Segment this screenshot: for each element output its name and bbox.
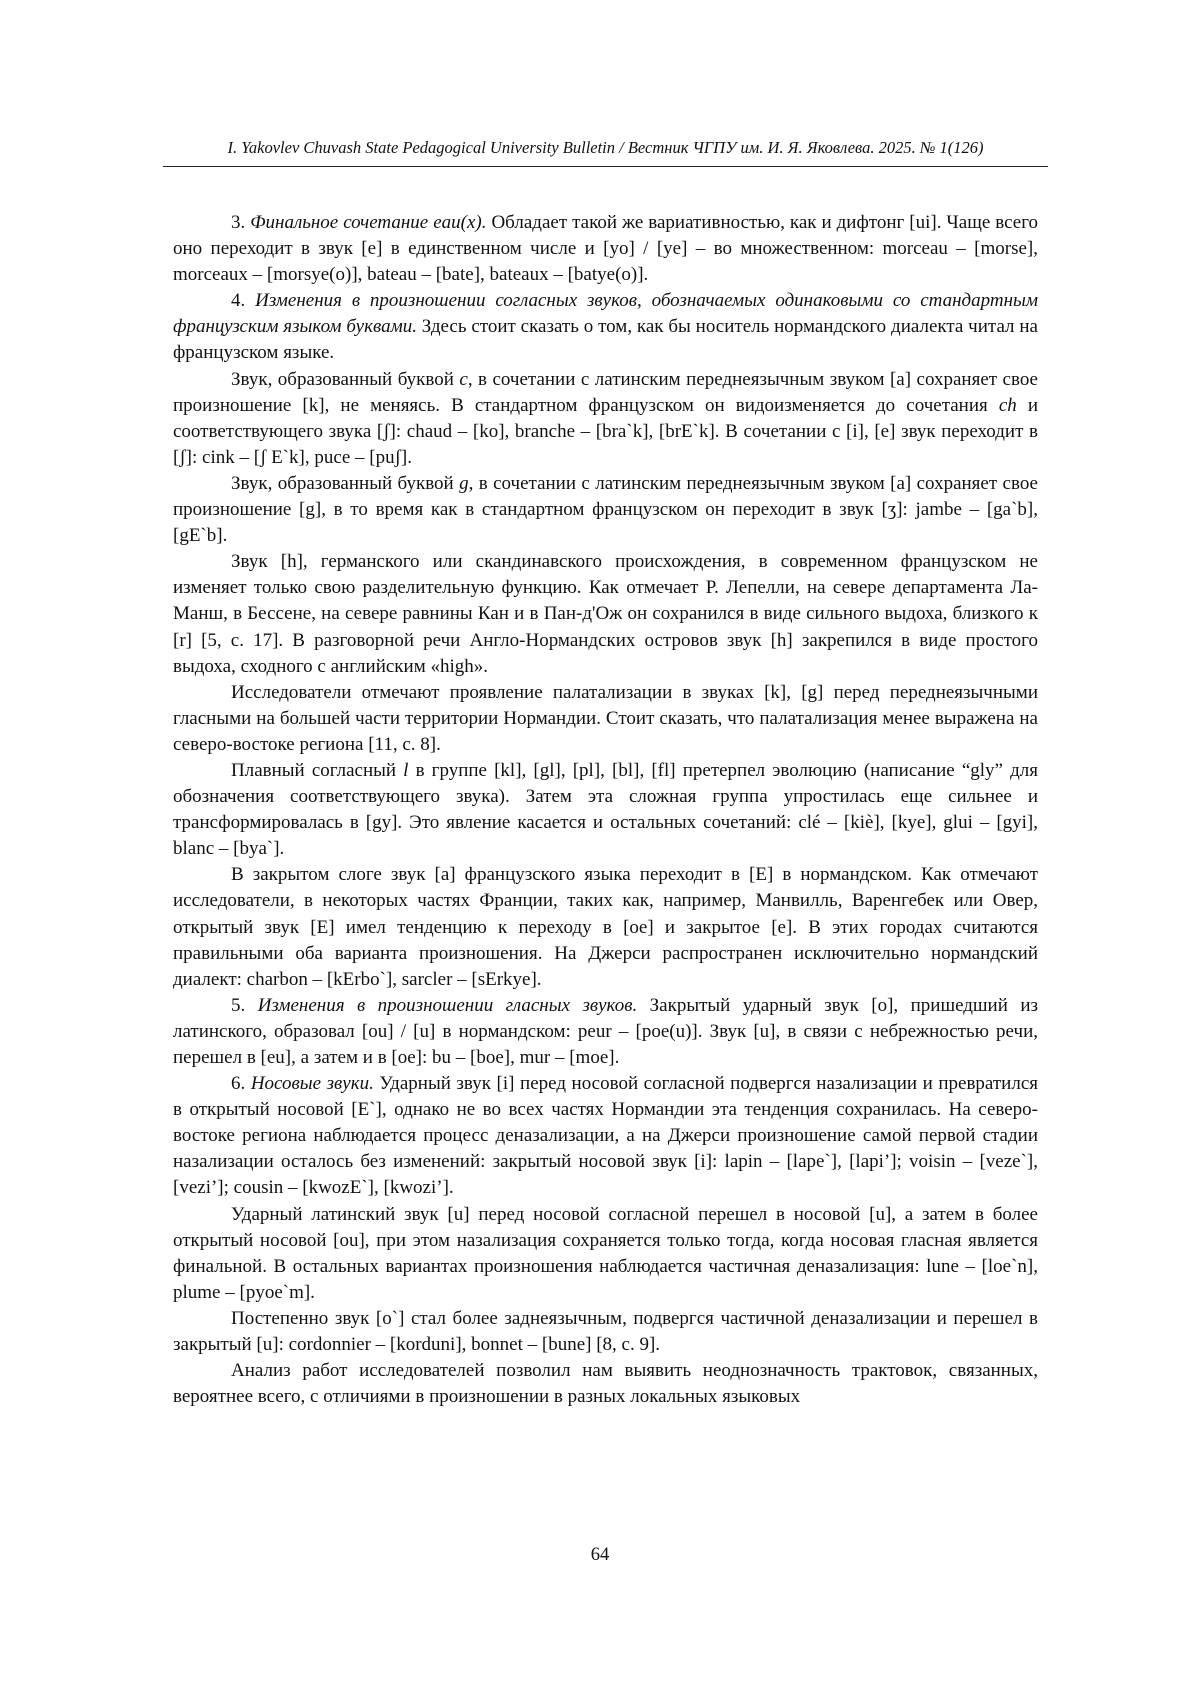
paragraph-nasal-sounds: 6. Носовые звуки. Ударный звук [i] перед носовой согласной подвергся назализации и превратился в открытый носовой [E`], однако не во всех частях Нормандии эта тенденция сохранилась. На северо-востоке региона наблюдается процесс деназализации, а на Джерси произношение самой первой стадии назализации осталось без изменений: закрытый носовой звук [i]: lapin – [lape`], [lapi’]; voisin – [veze`], [vezi’]; cousin – [kwozE`], [kwozi’]. (173, 1073, 1038, 1199)
paragraph-letter-c: Звук, образованный буквой c, в сочетании с латинским переднеязычным звуком [a] сохраняет свое произношение [k], не меняясь. В стандартном французском он видоизменяется до сочетания ch и соответствующего звука [ʃ]: chaud – [ko], branche – [bra`k], [brE`k]. В сочетании с [i], [e] звук переходит в [ʃ]: cink – [ʃ E`k], puce – [puʃ]. (173, 368, 1038, 468)
article-body (173, 210, 1038, 1410)
paragraph-nasal-u: Ударный латинский звук [u] перед носовой согласной перешел в носовой [u], а затем в более открытый носовой [ou], при этом назализация сохраняется только тогда, когда носовая гласная является финальной. В остальных вариантах произношения наблюдается частичная деназализация: lune – [loe`n], plume – [pyoe`m]. (173, 1203, 1038, 1303)
paragraph-nasal-o: Постепенно звук [o`] стал более заднеязычным, подвергся частичной деназализации и перешел в закрытый [u]: cordonnier – [korduni], bonnet – [bune] [8, с. 9]. (173, 1307, 1038, 1356)
header-rule (163, 166, 1048, 167)
section-heading: Изменения в произношении гласных звуков. (257, 994, 638, 1016)
paragraph-sound-h: Звук [h], германского или скандинавского происхождения, в современном французском не изменяет только свою разделительную функцию. Как отмечает Р. Лепелли, на севере департамента Ла-Манш, в Бессене, на севере равнины Кан и в Пан-д'Ож он сохранился в виде сильного выдоха, близкого к [r] [5, с. 17]. В разговорной речи Англо-Нормандских островов звук [h] закрепился в виде простого выдоха, сходного с английским «high». (173, 551, 1038, 677)
paragraph-vowel-changes: 5. Изменения в произношении гласных звуков. Закрытый ударный звук [o], пришедший из латинского, образовал [ou] / [u] в нормандском: peur – [poe(u)]. Звук [u], в связи с небрежностью речи, перешел в [eu], а затем и в [oe]: bu – [boe], mur – [moe]. (173, 994, 1039, 1068)
running-head: I. Yakovlev Chuvash State Pedagogical University Bulletin / Вестник ЧГПУ им. И. Я. Яковлева. 2025. № 1(126) (227, 138, 984, 157)
paragraph-eau-final: 3. Финальное сочетание eau(x). Обладает такой же вариативностью, как и дифтонг [ui]. Чаще всего оно переходит в звук [e] в единственном числе и [yo] / [ye] – во множественном: morceau – [morse], morceaux – [morsye(o)], bateau – [bate], bateaux – [batye(o)]. (173, 212, 1039, 286)
paragraph-palatalization: Исследователи отмечают проявление палатализации в звуках [k], [g] перед переднеязычными гласными на большей части территории Нормандии. Стоит сказать, что палатализация менее выражена на северо-востоке региона [11, с. 8]. (173, 681, 1038, 755)
section-heading: Носовые звуки. (250, 1073, 374, 1095)
section-heading: Финальное сочетание eau(x). (250, 212, 487, 233)
paragraph-letter-g: Звук, образованный буквой g, в сочетании с латинским переднеязычным звуком [a] сохраняет свое произношение [g], в то время как в стандартном французском он переходит в звук [ʒ]: jambe – [ga`b], [gE`b]. (173, 472, 1038, 547)
paragraph-analysis: Анализ работ исследователей позволил нам выявить неоднозначность трактовок, связанных, вероятнее всего, с отличиями в произношении в разных локальных языковых (173, 1360, 1038, 1408)
paragraph-closed-syllable: В закрытом слоге звук [a] французского языка переходит в [E] в нормандском. Как отмечают исследователи, в некоторых частях Франции, таких как, например, Манвилль, Варенгебек или Овер, открытый звук [E] имел тенденцию к переходу в [oe] и закрытое [e]. В этих городах считаются правильными оба варианта произношения. На Джерси распространен исключительно нормандский диалект: charbon – [kErbo`], sarcler – [sErkye]. (173, 864, 1038, 990)
paragraph-liquid-l: Плавный согласный l в группе [kl], [gl], [pl], [bl], [fl] претерпел эволюцию (написание “gly” для обозначения соответствующего звука). Затем эта сложная группа упростилась еще сильнее и трансформировалась в [gy]. Это явление касается и остальных сочетаний: clé – [kiè], [kye], glui – [gyi], blanc – [bya`]. (173, 759, 1039, 860)
page-number: 64 (590, 1545, 610, 1565)
section-heading: Изменения в произношении согласных звуков, обозначаемых одинаковыми со стандартным французским языком буквами. (173, 290, 1039, 338)
paragraph-consonant-changes: 4. Изменения в произношении согласных звуков, обозначаемых одинаковыми со стандартным французским языком буквами. Здесь стоит сказать о том, как бы носитель нормандского диалекта читал на французском языке. (173, 290, 1039, 364)
